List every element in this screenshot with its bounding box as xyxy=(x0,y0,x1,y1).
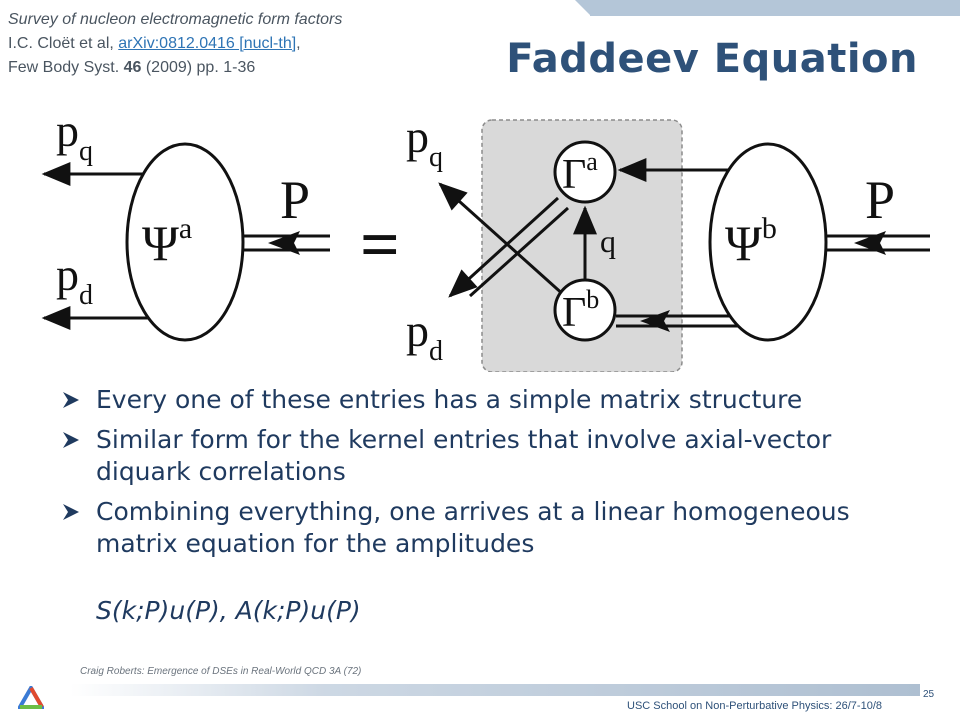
right-pd-label: $p_d$ xyxy=(406,305,443,367)
equals-sign: = xyxy=(360,207,400,284)
vertex-bottom-label: $\Gamma^b$ xyxy=(562,285,600,336)
bullet-item xyxy=(62,424,922,488)
reference-authors-line xyxy=(8,32,342,56)
reference-authors: I.C. Cloët et al, xyxy=(8,35,119,52)
left-pq-label: $p_q$ xyxy=(56,105,93,167)
slide-title: Faddeev Equation xyxy=(506,36,918,82)
right-pq-label: $p_q$ xyxy=(406,111,443,173)
footer-bar xyxy=(70,684,920,696)
left-amplitude-label: $\Psi^a$ xyxy=(142,212,193,271)
reference-comma: , xyxy=(296,35,301,52)
amplitude-formula: S(k;P)u(P), A(k;P)u(P) xyxy=(96,596,361,625)
faddeev-diagram xyxy=(30,100,930,372)
top-accent-bar xyxy=(590,0,960,16)
bullet-list xyxy=(62,384,922,560)
bullet-item xyxy=(62,384,922,416)
reference-journal-prefix: Few Body Syst. xyxy=(8,59,124,76)
arrow-bullet-icon xyxy=(62,431,80,449)
page-number: 25 xyxy=(923,689,935,700)
reference-survey-title: Survey of nucleon electromagnetic form factors xyxy=(8,11,343,28)
vertex-top-label: $\Gamma^a$ xyxy=(562,147,598,198)
arxiv-link[interactable]: arXiv:0812.0416 [nucl-th] xyxy=(118,35,297,52)
exchange-label: q xyxy=(600,223,616,259)
reference-block xyxy=(8,8,342,80)
right-momentum-label: P xyxy=(865,170,896,230)
top-accent-corner xyxy=(575,0,591,16)
bullet-item xyxy=(62,496,922,560)
arrow-bullet-icon xyxy=(62,503,80,521)
footer-school: USC School on Non-Perturbative Physics: 26/7-10/8 xyxy=(627,700,882,712)
reference-volume: 46 xyxy=(123,59,142,76)
left-pd-label: $p_d$ xyxy=(56,249,93,311)
left-momentum-label: P xyxy=(280,170,311,230)
reference-journal-line xyxy=(8,56,342,80)
footer-credit: Craig Roberts: Emergence of DSEs in Real-World QCD 3A (72) xyxy=(80,666,362,677)
bullet-text: Similar form for the kernel entries that involve axial-vector diquark correlations xyxy=(96,425,832,486)
arrow-bullet-icon xyxy=(62,391,80,409)
bullet-text: Every one of these entries has a simple matrix structure xyxy=(96,385,803,414)
lab-logo-icon xyxy=(18,686,44,710)
reference-journal-suffix: (2009) pp. 1-36 xyxy=(141,59,256,76)
bullet-text: Combining everything, one arrives at a linear homogeneous matrix equation for the amplitudes xyxy=(96,497,850,558)
right-amplitude-label: $\Psi^b$ xyxy=(725,212,777,271)
